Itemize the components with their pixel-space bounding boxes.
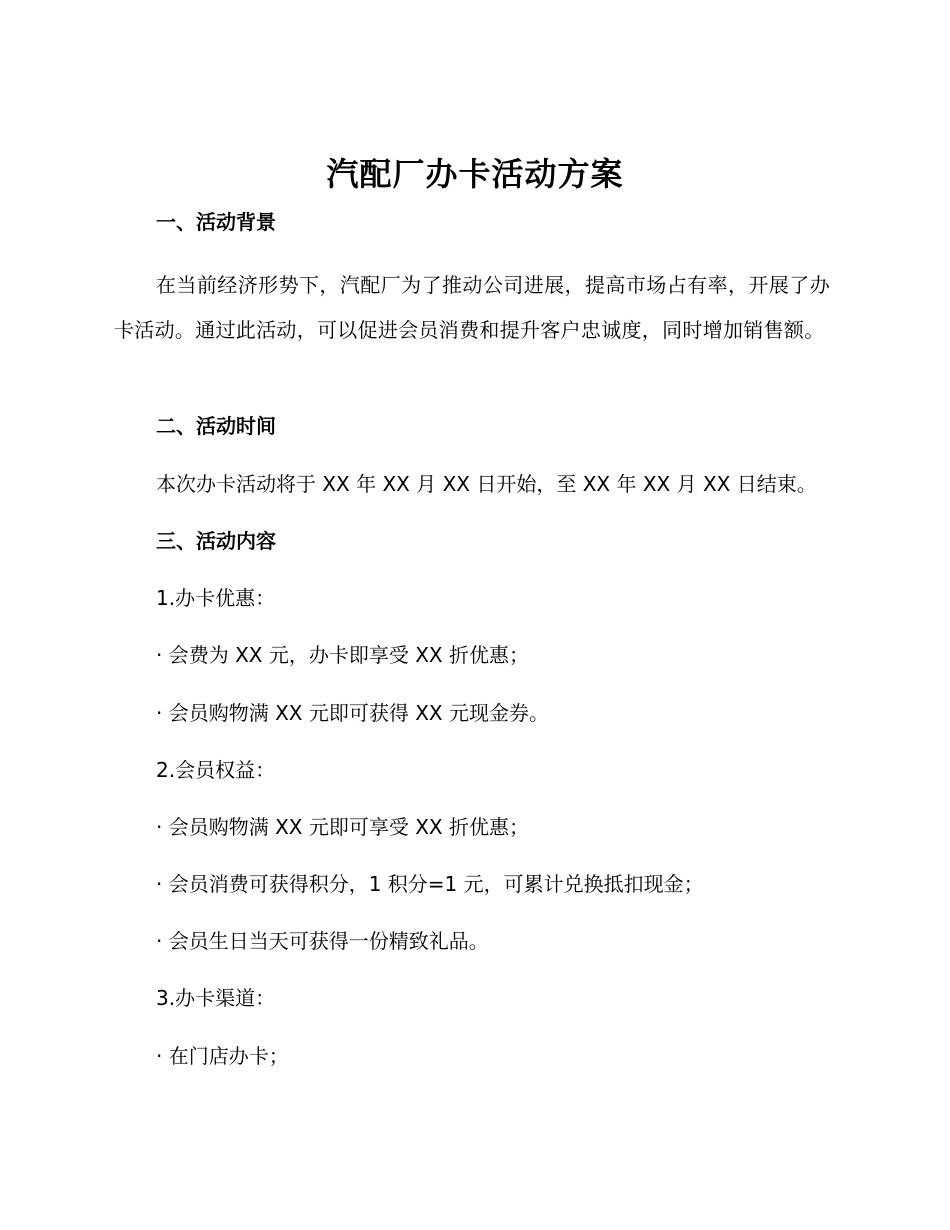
list-item: · 会员购物满 XX 元即可获得 XX 元现金券。 [156, 701, 549, 725]
section-heading-background: 一、活动背景 [156, 210, 276, 234]
section-heading-time: 二、活动时间 [156, 414, 276, 438]
list-item: · 会员购物满 XX 元即可享受 XX 折优惠； [156, 815, 529, 839]
list-item: · 会费为 XX 元，办卡即享受 XX 折优惠； [156, 643, 529, 667]
list-item: · 会员消费可获得积分，1 积分=1 元，可累计兑换抵扣现金； [156, 872, 704, 896]
list-item: · 在门店办卡； [156, 1044, 289, 1068]
section-heading-content: 三、活动内容 [156, 529, 276, 553]
subsection-label-card-channels: 3.办卡渠道： [156, 986, 276, 1010]
background-paragraph: 在当前经济形势下，汽配厂为了推动公司进展，提高市场占有率，开展了办卡活动。通过此活动，可以促进会员消费和提升客户忠诚度，同时增加销售额。 [114, 273, 830, 342]
subsection-label-card-discount: 1.办卡优惠： [156, 586, 276, 610]
subsection-label-member-benefits: 2.会员权益： [156, 758, 276, 782]
list-item: · 会员生日当天可获得一份精致礼品。 [156, 929, 489, 953]
document-title: 汽配厂办卡活动方案 [326, 155, 624, 193]
activity-time-text: 本次办卡活动将于 XX 年 XX 月 XX 日开始，至 XX 年 XX 月 XX 日结束。 [156, 472, 817, 496]
